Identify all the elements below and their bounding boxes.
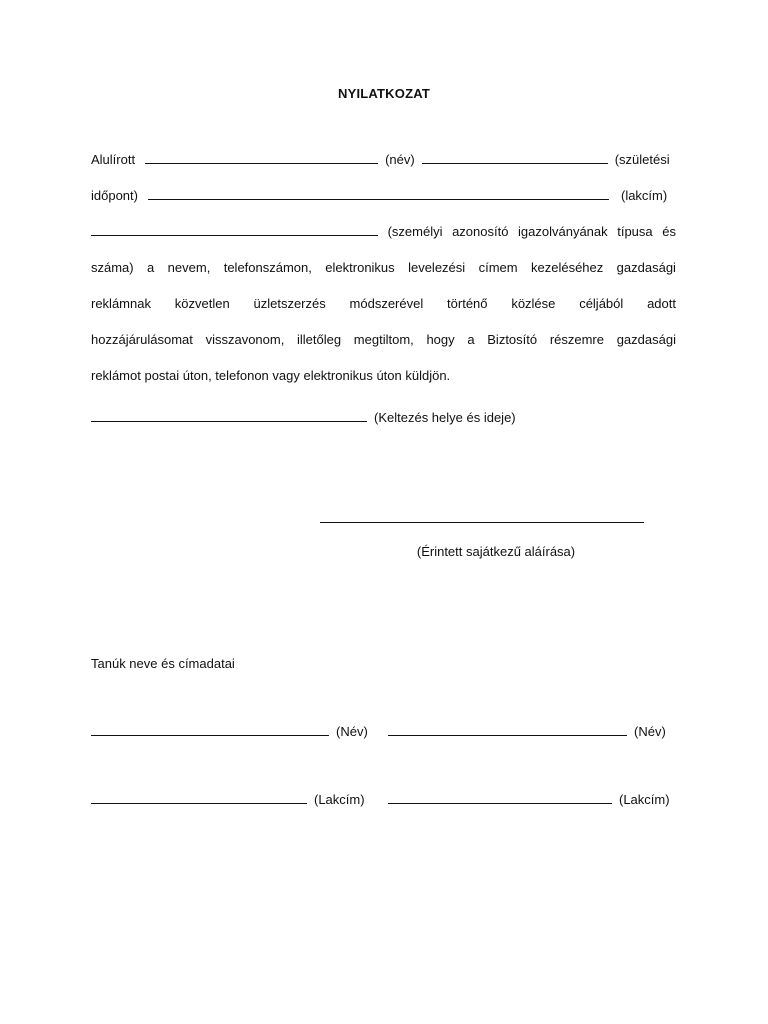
birth-date-blank-field[interactable] bbox=[422, 162, 608, 164]
body-last-line: reklámot postai úton, telefonon vagy elektronikus úton küldjön. bbox=[91, 368, 451, 383]
word: adott bbox=[647, 296, 676, 311]
word: nevem, bbox=[167, 260, 211, 275]
word: kezeléséhez bbox=[530, 260, 604, 275]
text-lakcim: (lakcím) bbox=[620, 188, 668, 203]
word: visszavonom, bbox=[205, 332, 285, 347]
word: közvetlen bbox=[174, 296, 230, 311]
witness-1-address-row bbox=[91, 788, 365, 808]
witness-1-name-label: (Név) bbox=[336, 724, 368, 739]
body-line-5 bbox=[91, 290, 676, 312]
text-alulirott: Alulírott bbox=[91, 152, 136, 167]
word: üzletszerzés bbox=[253, 296, 326, 311]
word: és bbox=[662, 224, 676, 239]
dating-row bbox=[91, 404, 676, 426]
witness-2-address-label: (Lakcím) bbox=[619, 792, 670, 807]
word: hogy bbox=[426, 332, 455, 347]
word: illetőleg bbox=[297, 332, 342, 347]
witnesses-heading: Tanúk neve és címadatai bbox=[91, 656, 235, 671]
word: a bbox=[467, 332, 475, 347]
witness-1-name-row bbox=[91, 720, 368, 740]
witness-1-address-field[interactable] bbox=[91, 802, 307, 804]
word: reklámnak bbox=[91, 296, 151, 311]
witness-2-name-field[interactable] bbox=[388, 734, 627, 736]
body-line-4 bbox=[91, 254, 676, 276]
body-line-7 bbox=[91, 362, 676, 384]
witness-1-name-field[interactable] bbox=[91, 734, 329, 736]
witness-2-address-row bbox=[388, 788, 670, 808]
witness-2-name-label: (Név) bbox=[634, 724, 666, 739]
word: a bbox=[147, 260, 155, 275]
witness-1-address-label: (Lakcím) bbox=[314, 792, 365, 807]
id-card-blank-field[interactable] bbox=[91, 234, 378, 236]
word: megtiltom, bbox=[353, 332, 414, 347]
word: közlése bbox=[511, 296, 556, 311]
signature-blank-field[interactable] bbox=[320, 522, 644, 523]
witness-2-name-row bbox=[388, 720, 666, 740]
word: gazdasági bbox=[616, 332, 676, 347]
word: hozzájárulásomat bbox=[91, 332, 193, 347]
text-szuletesi: (születési bbox=[614, 152, 670, 167]
word: azonosító bbox=[452, 224, 509, 239]
place-date-blank-field[interactable] bbox=[91, 420, 367, 422]
dating-label: (Keltezés helye és ideje) bbox=[374, 410, 516, 425]
word: (személyi bbox=[387, 224, 443, 239]
body-line-1 bbox=[91, 146, 676, 168]
witness-2-address-field[interactable] bbox=[388, 802, 612, 804]
word: elektronikus bbox=[325, 260, 395, 275]
word: történő bbox=[447, 296, 488, 311]
word: igazolványának bbox=[518, 224, 608, 239]
word: módszerével bbox=[349, 296, 424, 311]
address-blank-field[interactable] bbox=[148, 198, 609, 200]
body-line-2 bbox=[91, 182, 676, 204]
word: részemre bbox=[549, 332, 604, 347]
text-idopont: időpont) bbox=[91, 188, 138, 203]
word: telefonszámon, bbox=[223, 260, 312, 275]
name-blank-field[interactable] bbox=[145, 162, 378, 164]
word: címem bbox=[478, 260, 518, 275]
word: levelezési bbox=[408, 260, 466, 275]
body-line-3 bbox=[91, 218, 676, 240]
word: típusa bbox=[617, 224, 653, 239]
document-title: NYILATKOZAT bbox=[338, 86, 430, 101]
signature-label: (Érintett sajátkezű aláírása) bbox=[416, 544, 576, 559]
word: száma) bbox=[91, 260, 134, 275]
body-line-6 bbox=[91, 326, 676, 348]
text-nev: (név) bbox=[385, 152, 415, 167]
word: céljából bbox=[579, 296, 624, 311]
word: gazdasági bbox=[616, 260, 676, 275]
word: Biztosító bbox=[487, 332, 538, 347]
